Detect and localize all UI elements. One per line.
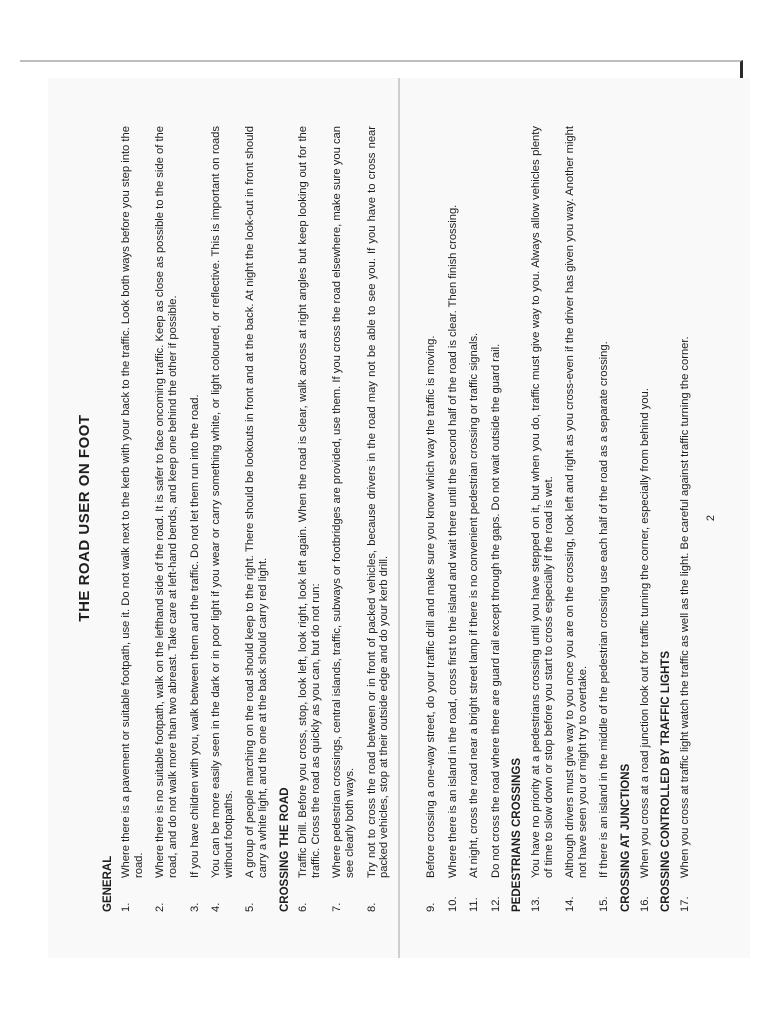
list-item [120,118,145,918]
item-number: 6. [297,902,310,912]
item-number: 9. [425,902,437,912]
item-text: A group of people marching on the road should keep to the right. There should be lookouts in front and at the back. At night the look-out in front should carry a white light, and the one at the back should carry red light. [244,126,269,878]
item-number: 5. [244,902,257,912]
list-item [331,118,356,918]
item-text: Try not to cross the road between or in front of packed vehicles, because drivers in the road may not be able to see you. If you have to cross near packed vehicles, stop at their outside edge and do your kerb drill. [365,126,391,878]
item-text: You can be more easily seen in the dark or in poor light if you wear or carry something white, or light coloured, or reflective. This is important on roads without footpaths. [210,126,235,878]
item-text: Do not cross the road where there are guard rail except through the gaps. Do not wait outside the guard rail. [489,343,502,878]
list-item [425,118,438,918]
item-number: 15. [598,896,611,912]
section-heading-crossing-the-road: CROSSING THE ROAD [278,787,291,912]
list-item [366,118,391,918]
item-text: You have no priority at a pedestrians crossing until you have stepped on it, but when you do, traffic must give way to you. Always allow vehicles plenty of time to slow down or stop before you start to cross especially if the road is wet. [529,126,555,878]
list-item [564,118,589,918]
item-text: Where there is a pavement or suitable footpath, use it. Do not walk next to the kerb with your back to the traffic. Look both ways before you step into the road. [120,126,145,878]
list-item [210,118,235,918]
item-text: When you cross at a road junction look out for traffic turning the corner, especially from behind you. [638,388,651,878]
list-item [679,118,692,918]
item-number: 3. [188,902,201,912]
item-text: If you have children with you, walk between them and the traffic. Do not let them run into the road. [188,394,201,878]
item-number: 8. [365,902,378,912]
right-page-content [425,118,725,918]
list-item [154,118,179,918]
list-item [598,118,611,918]
item-text: At night, cross the road near a bright street lamp if there is no convenient pedestrian crossing or traffic signals. [468,332,481,878]
item-text: Although drivers must give way to you once you are on the crossing, look left and right as you cross-even if the driver has given you way. Another might not have seen you or might try to overtake. [564,126,589,878]
page-number: 2 [705,514,718,522]
page-title: THE ROAD USER ON FOOT [76,414,93,622]
left-page-content [73,118,391,918]
item-number: 4. [210,902,223,912]
list-item [490,118,503,918]
item-text: Before crossing a one-way street, do your traffic drill and make sure you know which way the traffic is moving. [425,335,437,878]
item-text: Where there is no suitable footpath, walk on the lefthand side of the road. It is safer to face oncoming traffic. Keep as close as possible to the side of the road, and do not walk more than two abreast. Take care at left-hand bends, and keep one behind the other if possible. [154,126,179,878]
list-item [639,118,652,918]
item-number: 14. [564,896,577,912]
section-heading-general: GENERAL [101,855,114,912]
left-page [48,78,398,958]
list-item [189,118,202,918]
section-heading-traffic-lights: CROSSING CONTROLLED BY TRAFFIC LIGHTS [660,650,673,912]
item-number: 12. [489,896,502,912]
list-item [530,118,555,918]
list-item [468,118,481,918]
item-number: 17. [678,896,691,912]
list-item [447,118,460,918]
item-text: Where pedestrian crossings, central islands, traffic, subways or footbridges are provided, use them. If you cross the road elsewhere, make sure you can see clearly both ways. [331,126,356,878]
item-number: 7. [331,902,344,912]
section-heading-pedestrian-crossings: PEDESTRIANS CROSSINGS [511,758,524,912]
list-item [244,118,269,918]
booklet-spread [48,78,748,958]
right-page [400,78,750,958]
item-number: 10. [446,896,459,912]
item-number: 11. [468,897,481,912]
item-number: 16. [638,896,651,912]
list-item [297,118,322,918]
item-text: If there is an island in the middle of the pedestrian crossing use each half of the road as a separate crossing. [598,341,611,878]
item-text: Traffic Drill. Before you cross, stop, look left, look right, look left again. When the road is clear, walk across at right angles but keep looking out for the traffic. Cross the road as quickly as you can, but do not run: [297,126,322,878]
item-number: 13. [529,896,542,912]
item-number: 2. [154,902,167,912]
item-number: 1. [120,902,133,912]
item-text: Where there is an island in the road, cross first to the island and wait there until the second half of the road is clear. Then finish crossing. [446,204,459,878]
item-text: When you cross at traffic light watch the traffic as well as the light. Be careful against traffic turning the corner. [678,336,691,878]
section-heading-crossing-at-junctions: CROSSING AT JUNCTIONS [619,763,632,912]
